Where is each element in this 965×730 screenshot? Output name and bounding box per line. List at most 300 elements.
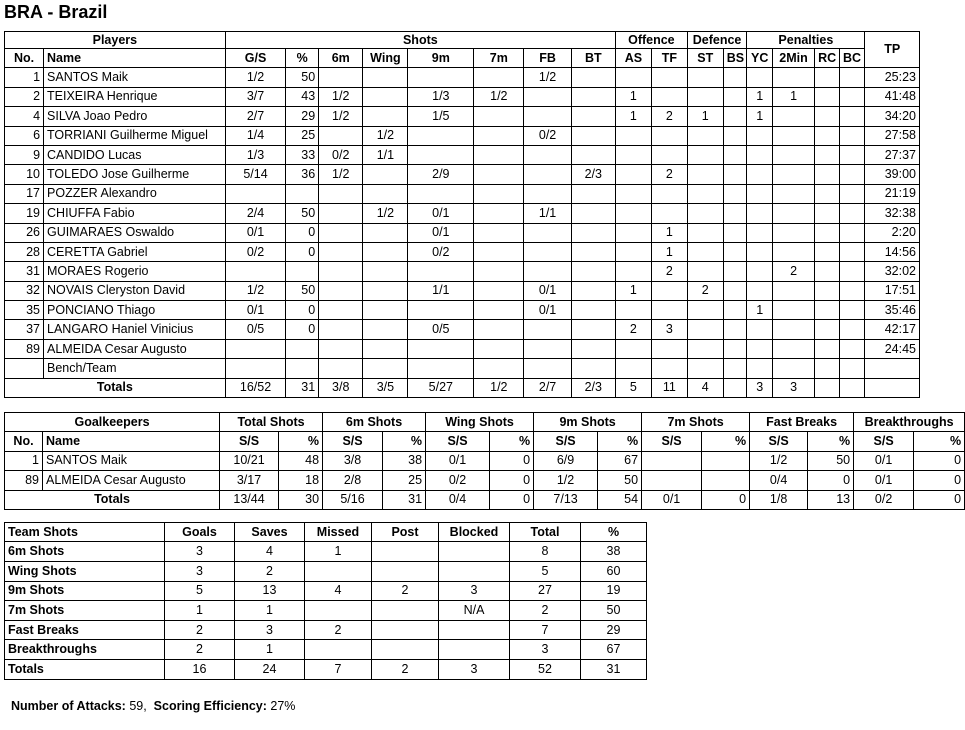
table-cell: [651, 339, 687, 358]
table-cell: 1/1: [408, 281, 474, 300]
table-cell: [865, 378, 920, 397]
table-cell: 0: [490, 471, 534, 490]
table-cell: [474, 68, 524, 87]
table-cell: [815, 87, 840, 106]
table-cell: 1/1: [363, 145, 408, 164]
table-cell: NOVAIS Cleryston David: [44, 281, 226, 300]
table-cell: 9m Shots: [5, 581, 165, 601]
table-cell: 0/2: [854, 490, 914, 509]
table-cell: 1/2: [474, 378, 524, 397]
table-cell: [687, 262, 723, 281]
table-row: [5, 184, 920, 203]
table-cell: 31: [383, 490, 426, 509]
table-cell: [773, 281, 815, 300]
table-cell: 10/21: [220, 451, 279, 470]
table-cell: 30: [279, 490, 323, 509]
column-header: %: [702, 432, 750, 451]
table-cell: [815, 281, 840, 300]
table-cell: [865, 359, 920, 378]
column-header: S/S: [534, 432, 598, 451]
table-cell: 0/2: [524, 126, 571, 145]
table-cell: [524, 359, 571, 378]
table-cell: 35:46: [865, 301, 920, 320]
table-cell: 0/1: [642, 490, 702, 509]
table-cell: [363, 223, 408, 242]
table-cell: 3/17: [220, 471, 279, 490]
column-header: Post: [372, 523, 439, 542]
table-cell: [747, 126, 773, 145]
totals-label: Totals: [5, 490, 220, 509]
table-cell: [408, 184, 474, 203]
column-header: 2Min: [773, 49, 815, 68]
table-cell: [524, 339, 571, 358]
table-cell: [571, 126, 615, 145]
group-header: 7m Shots: [642, 413, 750, 432]
table-cell: 2: [687, 281, 723, 300]
table-cell: [372, 542, 439, 562]
table-cell: [773, 107, 815, 126]
table-cell: [363, 262, 408, 281]
table-cell: [408, 262, 474, 281]
table-cell: 0: [914, 490, 965, 509]
table-cell: ALMEIDA Cesar Augusto: [44, 339, 226, 358]
table-cell: [439, 542, 510, 562]
table-cell: [615, 68, 651, 87]
table-cell: N/A: [439, 601, 510, 621]
table-row: [5, 359, 920, 378]
table-cell: 0: [808, 471, 854, 490]
table-cell: [615, 242, 651, 261]
group-header: Fast Breaks: [750, 413, 854, 432]
table-cell: 2/3: [571, 378, 615, 397]
table-cell: [687, 68, 723, 87]
column-header: %: [383, 432, 426, 451]
table-cell: 2/9: [408, 165, 474, 184]
table-cell: 2: [615, 320, 651, 339]
column-header: Goals: [165, 523, 235, 542]
table-cell: 67: [598, 451, 642, 470]
table-cell: [225, 359, 286, 378]
table-cell: [815, 145, 840, 164]
table-cell: [439, 620, 510, 640]
table-cell: [723, 301, 747, 320]
table-row: [5, 561, 647, 581]
table-cell: MORAES Rogerio: [44, 262, 226, 281]
players-table: [4, 31, 920, 398]
table-cell: 13: [808, 490, 854, 509]
table-cell: 1/8: [750, 490, 808, 509]
table-cell: [839, 242, 865, 261]
table-cell: 37: [5, 320, 44, 339]
table-cell: Totals: [5, 659, 165, 679]
table-cell: [372, 601, 439, 621]
table-cell: [305, 561, 372, 581]
table-cell: 1/2: [534, 471, 598, 490]
table-cell: 21:19: [865, 184, 920, 203]
table-cell: [815, 68, 840, 87]
table-row: [5, 581, 647, 601]
table-cell: 3/8: [323, 451, 383, 470]
table-cell: 2/7: [524, 378, 571, 397]
attacks-label: Number of Attacks:: [11, 699, 126, 713]
table-cell: 8: [510, 542, 581, 562]
column-header: %: [286, 49, 319, 68]
column-header: YC: [747, 49, 773, 68]
table-cell: [571, 204, 615, 223]
table-cell: [319, 281, 363, 300]
table-cell: [687, 184, 723, 203]
table-cell: 25: [286, 126, 319, 145]
table-cell: [286, 359, 319, 378]
table-cell: [815, 262, 840, 281]
table-cell: 0/1: [408, 204, 474, 223]
table-cell: [571, 262, 615, 281]
table-cell: [839, 378, 865, 397]
table-cell: [723, 145, 747, 164]
table-cell: 89: [5, 471, 43, 490]
table-cell: [571, 145, 615, 164]
column-header: 6m: [319, 49, 363, 68]
table-cell: [319, 339, 363, 358]
table-cell: 5: [615, 378, 651, 397]
table-cell: [815, 320, 840, 339]
group-header: Wing Shots: [426, 413, 534, 432]
table-cell: [651, 126, 687, 145]
table-cell: [651, 184, 687, 203]
table-cell: [747, 204, 773, 223]
table-cell: [747, 262, 773, 281]
table-cell: [5, 359, 44, 378]
table-cell: 6: [5, 126, 44, 145]
table-cell: [524, 320, 571, 339]
table-cell: SILVA Joao Pedro: [44, 107, 226, 126]
table-cell: 7: [305, 659, 372, 679]
column-header: Wing: [363, 49, 408, 68]
table-cell: 2: [372, 659, 439, 679]
table-cell: [474, 107, 524, 126]
table-cell: [839, 204, 865, 223]
table-cell: [571, 320, 615, 339]
table-cell: 41:48: [865, 87, 920, 106]
table-cell: SANTOS Maik: [43, 451, 220, 470]
table-cell: 0: [914, 451, 965, 470]
table-cell: [723, 126, 747, 145]
table-cell: [474, 145, 524, 164]
table-cell: Breakthroughs: [5, 640, 165, 660]
column-header: S/S: [642, 432, 702, 451]
table-cell: 3/5: [363, 378, 408, 397]
table-cell: 0/1: [524, 301, 571, 320]
table-cell: [474, 165, 524, 184]
table-cell: [474, 126, 524, 145]
table-cell: [687, 165, 723, 184]
table-cell: 1/5: [408, 107, 474, 126]
group-penalties: Penalties: [747, 32, 865, 49]
table-cell: [773, 301, 815, 320]
efficiency-label: Scoring Efficiency:: [153, 699, 267, 713]
table-cell: CERETTA Gabriel: [44, 242, 226, 261]
table-cell: [723, 223, 747, 242]
table-cell: 2: [235, 561, 305, 581]
table-cell: 32: [5, 281, 44, 300]
table-cell: 0/4: [750, 471, 808, 490]
table-cell: [524, 223, 571, 242]
table-cell: [723, 339, 747, 358]
table-cell: [642, 451, 702, 470]
table-cell: 3: [165, 542, 235, 562]
group-defence: Defence: [687, 32, 747, 49]
table-cell: 27:58: [865, 126, 920, 145]
table-cell: 5: [165, 581, 235, 601]
table-cell: [439, 640, 510, 660]
table-cell: 67: [581, 640, 647, 660]
table-cell: 3: [165, 561, 235, 581]
table-cell: 2: [773, 262, 815, 281]
table-cell: 7: [510, 620, 581, 640]
column-header: %: [808, 432, 854, 451]
table-cell: 1: [235, 601, 305, 621]
table-cell: [723, 87, 747, 106]
table-cell: [615, 184, 651, 203]
table-cell: 0/1: [854, 451, 914, 470]
table-cell: [474, 359, 524, 378]
table-cell: CHIUFFA Fabio: [44, 204, 226, 223]
table-cell: 2: [165, 640, 235, 660]
table-cell: 1/3: [225, 145, 286, 164]
table-cell: [651, 281, 687, 300]
table-cell: [815, 184, 840, 203]
footer-summary: [11, 699, 295, 713]
table-cell: [773, 126, 815, 145]
table-cell: [524, 107, 571, 126]
table-cell: [615, 262, 651, 281]
table-cell: 50: [286, 204, 319, 223]
table-cell: [687, 242, 723, 261]
table-cell: 4: [235, 542, 305, 562]
table-cell: 1/2: [225, 281, 286, 300]
table-cell: 3: [510, 640, 581, 660]
table-cell: [363, 87, 408, 106]
table-cell: [839, 126, 865, 145]
table-cell: [319, 242, 363, 261]
table-cell: [723, 107, 747, 126]
table-cell: [524, 145, 571, 164]
table-cell: [372, 561, 439, 581]
table-row: [5, 242, 920, 261]
table-cell: 28: [5, 242, 44, 261]
table-cell: PONCIANO Thiago: [44, 301, 226, 320]
table-cell: 1/2: [319, 87, 363, 106]
table-cell: [747, 165, 773, 184]
table-cell: 35: [5, 301, 44, 320]
table-row: [5, 204, 920, 223]
table-cell: 50: [286, 281, 319, 300]
table-cell: [474, 301, 524, 320]
table-cell: [571, 359, 615, 378]
table-cell: [571, 68, 615, 87]
table-cell: 13: [235, 581, 305, 601]
table-cell: [773, 339, 815, 358]
table-cell: 2/8: [323, 471, 383, 490]
table-row: [5, 165, 920, 184]
table-cell: 50: [808, 451, 854, 470]
table-cell: 0/5: [225, 320, 286, 339]
table-cell: ALMEIDA Cesar Augusto: [43, 471, 220, 490]
table-cell: [773, 242, 815, 261]
table-cell: 3: [439, 581, 510, 601]
table-cell: 6m Shots: [5, 542, 165, 562]
table-cell: 3: [439, 659, 510, 679]
table-cell: 3: [651, 320, 687, 339]
table-cell: 1: [687, 107, 723, 126]
table-cell: TOLEDO Jose Guilherme: [44, 165, 226, 184]
column-header: No.: [5, 432, 43, 451]
table-cell: [839, 223, 865, 242]
table-cell: [286, 262, 319, 281]
table-cell: 31: [581, 659, 647, 679]
table-cell: 24:45: [865, 339, 920, 358]
table-cell: [723, 359, 747, 378]
column-header: Team Shots: [5, 523, 165, 542]
table-cell: 31: [286, 378, 319, 397]
table-cell: [319, 184, 363, 203]
table-row: [5, 262, 920, 281]
table-cell: 2: [510, 601, 581, 621]
table-cell: POZZER Alexandro: [44, 184, 226, 203]
table-cell: [747, 184, 773, 203]
table-cell: [615, 359, 651, 378]
table-cell: [615, 126, 651, 145]
table-cell: 0: [914, 471, 965, 490]
table-cell: 10: [5, 165, 44, 184]
table-cell: [319, 68, 363, 87]
table-cell: 0/4: [426, 490, 490, 509]
table-cell: [815, 126, 840, 145]
table-cell: [773, 145, 815, 164]
table-cell: 39:00: [865, 165, 920, 184]
table-cell: 0/2: [319, 145, 363, 164]
table-cell: 36: [286, 165, 319, 184]
column-header: S/S: [220, 432, 279, 451]
table-row: [5, 451, 965, 470]
table-cell: 0/1: [524, 281, 571, 300]
table-cell: 1: [747, 107, 773, 126]
table-cell: 0/1: [225, 223, 286, 242]
table-cell: [474, 339, 524, 358]
column-header: No.: [5, 49, 44, 68]
table-row: [5, 68, 920, 87]
table-cell: [615, 339, 651, 358]
table-row: [5, 620, 647, 640]
table-cell: 32:38: [865, 204, 920, 223]
table-cell: [723, 378, 747, 397]
table-cell: 1/2: [319, 165, 363, 184]
column-header: G/S: [225, 49, 286, 68]
table-cell: [571, 281, 615, 300]
table-cell: TEIXEIRA Henrique: [44, 87, 226, 106]
table-row: [5, 659, 647, 679]
table-cell: [723, 242, 747, 261]
table-cell: [723, 281, 747, 300]
table-cell: 2: [5, 87, 44, 106]
table-cell: 31: [5, 262, 44, 281]
table-cell: [363, 165, 408, 184]
table-cell: 18: [279, 471, 323, 490]
table-cell: 1/4: [225, 126, 286, 145]
group-players: Players: [5, 32, 226, 49]
table-cell: 1/2: [363, 126, 408, 145]
table-row: [5, 542, 647, 562]
table-row: [5, 145, 920, 164]
table-cell: [474, 262, 524, 281]
group-shots: Shots: [225, 32, 615, 49]
table-cell: [687, 320, 723, 339]
table-cell: [474, 242, 524, 261]
table-cell: [524, 165, 571, 184]
table-cell: [524, 87, 571, 106]
table-cell: [319, 301, 363, 320]
table-row: [5, 601, 647, 621]
table-cell: [439, 561, 510, 581]
table-cell: 0/2: [225, 242, 286, 261]
table-cell: 2:20: [865, 223, 920, 242]
column-header: %: [279, 432, 323, 451]
table-cell: [651, 359, 687, 378]
table-cell: 54: [598, 490, 642, 509]
table-cell: 48: [279, 451, 323, 470]
table-cell: [363, 339, 408, 358]
table-cell: [723, 165, 747, 184]
group-offence: Offence: [615, 32, 687, 49]
table-cell: 38: [383, 451, 426, 470]
column-header: 7m: [474, 49, 524, 68]
table-row: [5, 471, 965, 490]
table-cell: 1/2: [750, 451, 808, 470]
table-cell: [687, 339, 723, 358]
table-cell: 0: [286, 320, 319, 339]
table-cell: [615, 223, 651, 242]
table-cell: [571, 242, 615, 261]
table-cell: [571, 339, 615, 358]
table-cell: 7/13: [534, 490, 598, 509]
table-cell: [651, 204, 687, 223]
table-cell: 2/4: [225, 204, 286, 223]
table-cell: [723, 68, 747, 87]
table-cell: [408, 145, 474, 164]
table-cell: [571, 301, 615, 320]
table-cell: 6/9: [534, 451, 598, 470]
table-cell: [687, 359, 723, 378]
table-cell: [723, 262, 747, 281]
column-header: ST: [687, 49, 723, 68]
table-cell: [815, 107, 840, 126]
table-cell: [839, 107, 865, 126]
table-cell: [815, 339, 840, 358]
table-cell: 1: [651, 223, 687, 242]
table-cell: [747, 281, 773, 300]
table-cell: [363, 359, 408, 378]
table-cell: [651, 87, 687, 106]
table-cell: [319, 359, 363, 378]
table-cell: [571, 184, 615, 203]
table-cell: [702, 451, 750, 470]
column-header: %: [914, 432, 965, 451]
table-cell: 0: [490, 451, 534, 470]
column-header: S/S: [854, 432, 914, 451]
table-cell: [747, 320, 773, 339]
table-cell: [723, 184, 747, 203]
table-cell: 1: [5, 68, 44, 87]
